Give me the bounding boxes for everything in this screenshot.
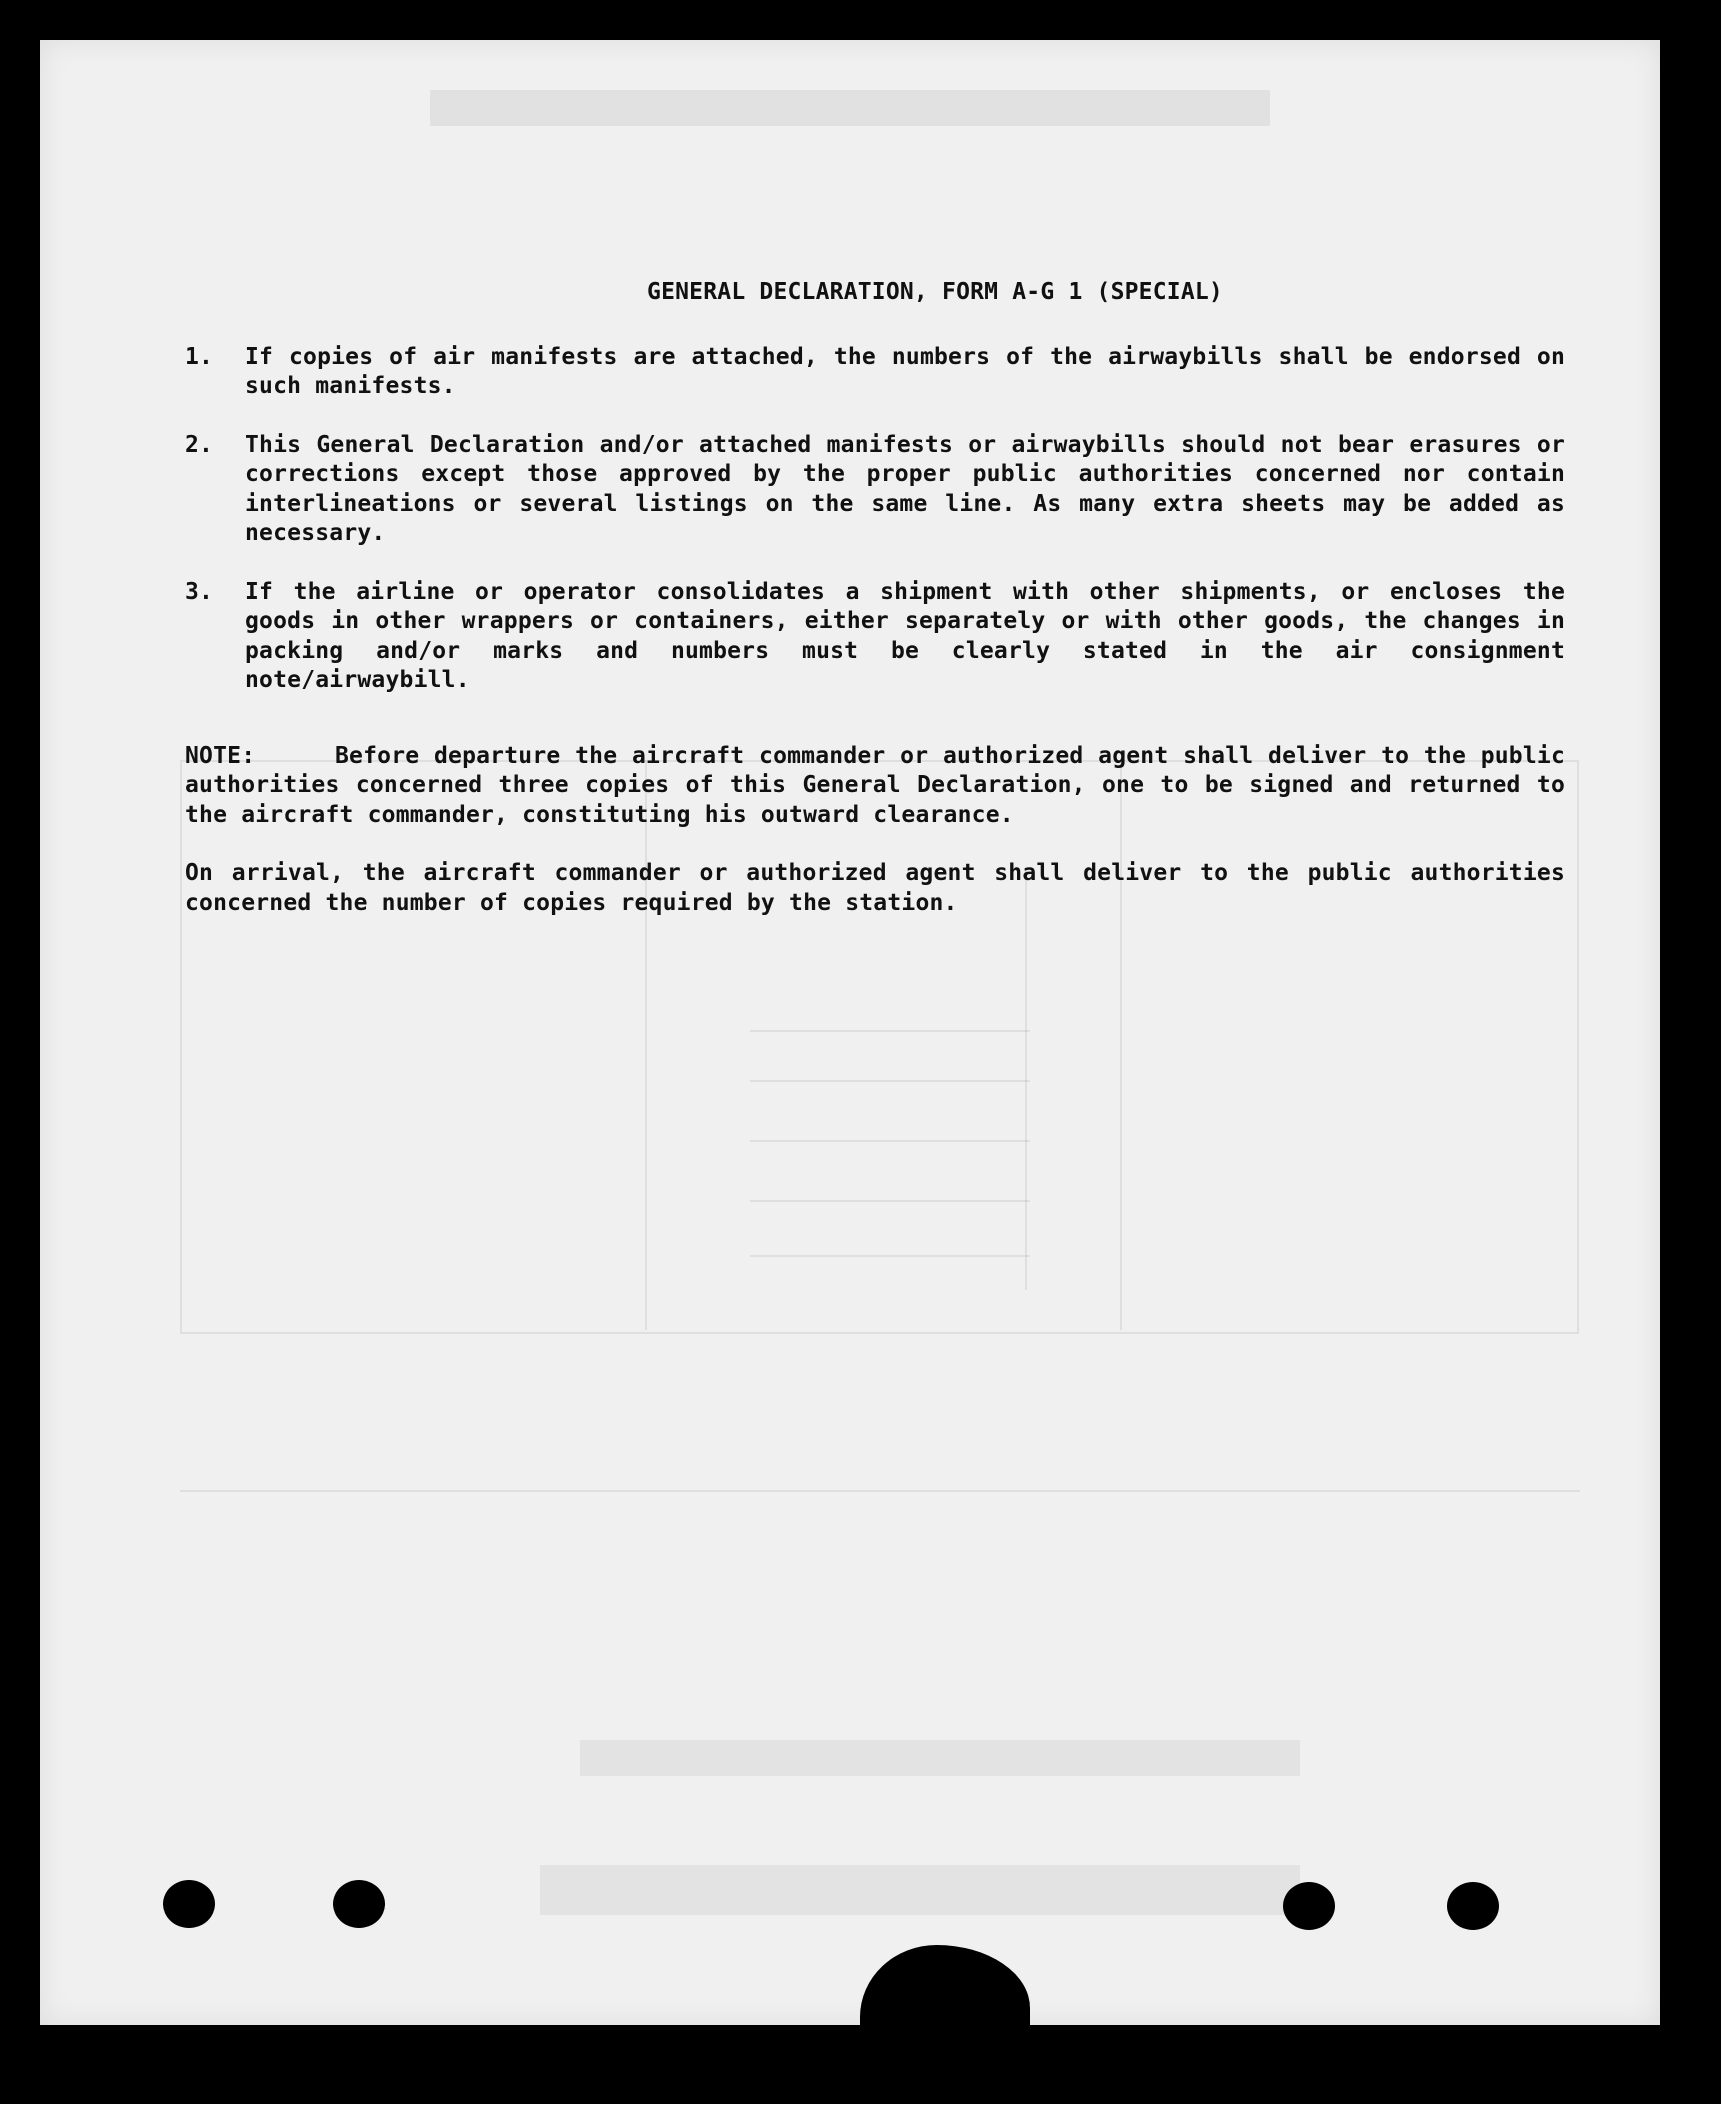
document-page [40, 40, 1660, 2025]
bleed-table-row-2 [750, 1080, 1030, 1082]
instruction-item-3 [185, 578, 1565, 696]
item-text: If copies of air manifests are attached, the numbers of the airwaybills shall be endorsed on such manifests. [245, 343, 1565, 399]
bleed-table-row-4 [750, 1200, 1030, 1202]
instruction-item-1 [185, 343, 1565, 402]
bleed-heading-bottom [580, 1740, 1300, 1776]
bleed-rule-1 [180, 1490, 1580, 1492]
note-text: Before departure the aircraft commander or authorized agent shall deliver to the public authorities concerned three copies of this General Declaration, one to be signed and returned to the aircraft commander, constituting his outward clearance. [185, 742, 1565, 828]
bleed-table-divider-3 [1025, 870, 1027, 1290]
bleed-heading-large [540, 1865, 1300, 1915]
document-title: GENERAL DECLARATION, FORM A-G 1 (SPECIAL) [647, 279, 1223, 305]
bleed-heading-top [430, 90, 1270, 126]
note-paragraph [185, 742, 1565, 831]
note-label: NOTE: [185, 742, 256, 769]
item-text: If the airline or operator consolidates a shipment with other shipments, or encloses the goods in other wrappers or containers, either separately or with other goods, the changes in packing and/or marks and numbers must be clearly stated in the air consignment note/airwaybill. [245, 578, 1565, 693]
punch-hole-4 [1447, 1882, 1499, 1930]
punch-hole-2 [333, 1880, 385, 1928]
torn-edge [860, 1945, 1030, 2025]
bleed-table-row-3 [750, 1140, 1030, 1142]
item-number: 1. [185, 343, 214, 370]
punch-hole-3 [1283, 1882, 1335, 1930]
item-text: This General Declaration and/or attached manifests or airwaybills should not bear erasures or corrections except those approved by the proper public authorities concerned nor contain interlineations or several listings on the same line. As many extra sheets may be added as necessary. [245, 431, 1565, 546]
bleed-table-row-5 [750, 1255, 1030, 1257]
punch-hole-1 [163, 1880, 215, 1928]
arrival-paragraph: On arrival, the aircraft commander or authorized agent shall deliver to the public authorities concerned the number of copies required by the station. [185, 860, 1565, 916]
declaration-instructions [185, 278, 1565, 918]
instruction-item-2 [185, 431, 1565, 549]
bleed-table-row-1 [750, 1030, 1030, 1032]
item-number: 3. [185, 578, 214, 605]
item-number: 2. [185, 431, 214, 458]
